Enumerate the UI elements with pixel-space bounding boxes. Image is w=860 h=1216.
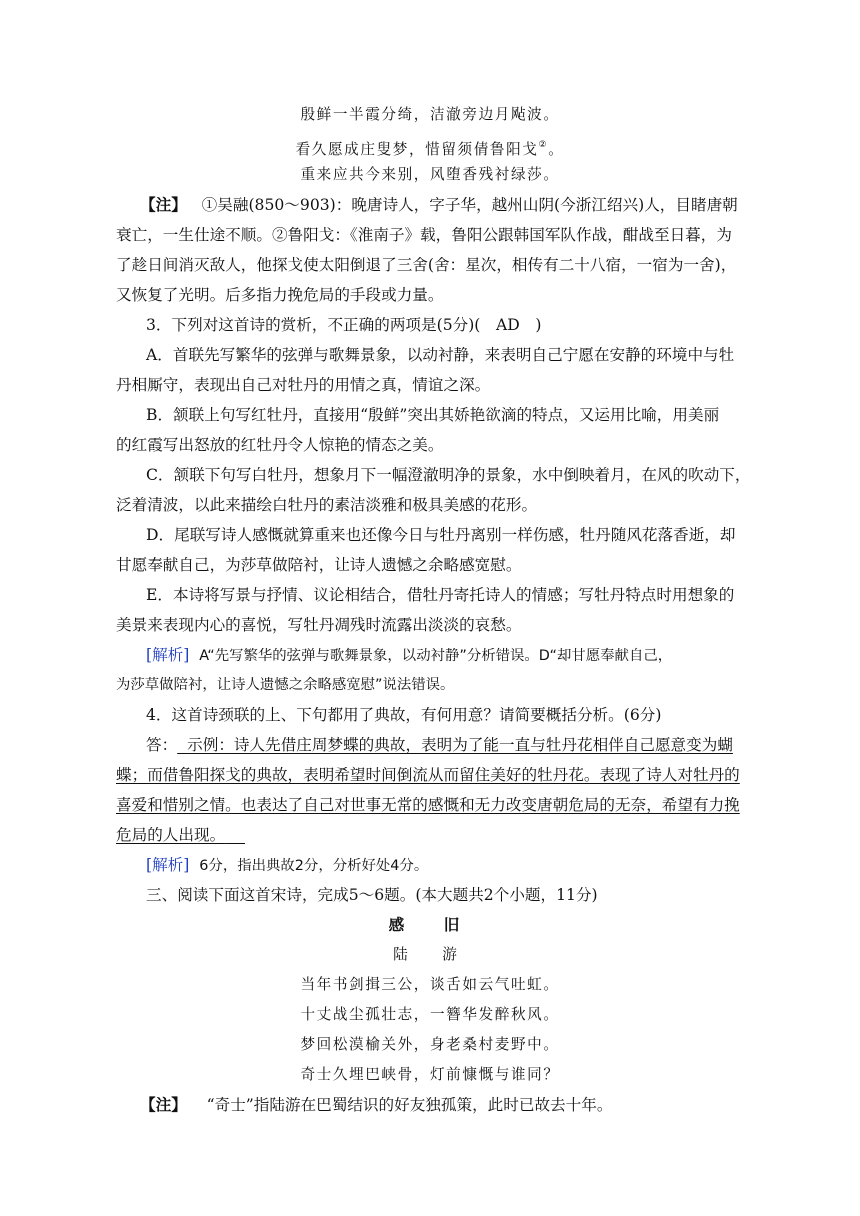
analysis-line: [解析] A“先写繁华的弦弹与歌舞景象，以动衬静”分析错误。D“却甘愿奉献自己， bbox=[146, 646, 673, 664]
answer-line: 危局的人出现。 bbox=[116, 826, 226, 844]
option-line: C．颔联下句写白牡丹，想象月下一幅澄澈明净的景象，水中倒映着月，在风的吹动下， bbox=[146, 466, 751, 484]
poem-line: 梦回松漠榆关外，身老桑村麦野中。 bbox=[300, 1036, 560, 1053]
option-line: A．首联先写繁华的弦弹与歌舞景象，以动衬静，来表明自己宁愿在安静的环境中与牡 bbox=[146, 346, 735, 364]
poem-line: 当年书剑揖三公，谈舌如云气吐虹。 bbox=[300, 976, 560, 993]
option-line: 美景来表现内心的喜悦，写牡丹凋残时流露出淡淡的哀愁。 bbox=[116, 616, 522, 634]
poem-line: 殷鲜一半霞分绮，洁澈旁边月飐波。 bbox=[300, 106, 560, 123]
question-stem: 4．这首诗颈联的上、下句都用了典故，有何用意？请简要概括分析。(6分) bbox=[146, 706, 662, 724]
option-line: B．颔联上句写红牡丹，直接用“殷鲜”突出其娇艳欲滴的特点，又运用比喻，用美丽 bbox=[146, 406, 720, 424]
poem-line: 看久愿成庄叟梦，惜留须倩鲁阳戈②。 bbox=[295, 140, 565, 158]
poem-line: 重来应共今来别，风堕香残衬绿莎。 bbox=[300, 166, 560, 183]
option-line: 甘愿奉献自己，为莎草做陪衬，让诗人遗憾之余略感宽慰。 bbox=[116, 556, 522, 574]
answer-tag: 答： bbox=[146, 736, 178, 754]
analysis-tag: [解析] bbox=[146, 856, 190, 874]
analysis-line: [解析] 6分，指出典故2分，分析好处4分。 bbox=[146, 856, 429, 874]
answer-line: 喜爱和惜别之情。也表达了自己对世事无常的感慨和无力改变唐朝危局的无奈，希望有力挽 bbox=[116, 796, 740, 814]
option-line: D．尾联写诗人感慨就算重来也还像今日与牡丹离别一样伤感，牡丹随风花落香逝，却 bbox=[146, 526, 736, 544]
option-line: 泛着清波，以此来描绘白牡丹的素洁淡雅和极具美感的花形。 bbox=[116, 496, 538, 514]
note-tag: 【注】 bbox=[140, 195, 187, 214]
poem-line: 奇士久埋巴峡骨，灯前慷慨与谁同？ bbox=[300, 1066, 560, 1083]
poem-title: 感 旧 bbox=[388, 916, 472, 934]
note-line: 又恢复了光明。后多指力挽危局的手段或力量。 bbox=[116, 286, 444, 304]
option-line: E．本诗将写景与抒情、议论相结合，借牡丹寄托诗人的情感；写牡丹特点时用想象的 bbox=[146, 586, 735, 604]
note-line: 衰亡，一生仕途不顺。②鲁阳戈：《淮南子》载，鲁阳公跟韩国军队作战，酣战至日暮，为 bbox=[116, 226, 732, 244]
analysis-tag: [解析] bbox=[146, 646, 190, 664]
note-tag: 【注】 bbox=[140, 1095, 187, 1114]
footnote-marker: ② bbox=[538, 140, 549, 150]
note-line: 【注】 ①吴融(850～903)：晚唐诗人，字子华，越州山阴(今浙江绍兴)人，目睹唐朝 bbox=[140, 195, 738, 214]
analysis-line: 为莎草做陪衬，让诗人遗憾之余略感宽慰”说法错误。 bbox=[116, 677, 455, 693]
option-line: 的红霞写出怒放的红牡丹令人惊艳的情态之美。 bbox=[116, 436, 444, 454]
option-line: 丹相厮守，表现出自己对牡丹的用情之真，情谊之深。 bbox=[116, 376, 491, 394]
section-heading: 三、阅读下面这首宋诗，完成5～6题。(本大题共2个小题，11分) bbox=[146, 886, 598, 904]
poem-author: 陆 游 bbox=[393, 946, 467, 963]
note-line: 【注】 “奇士”指陆游在巴蜀结识的好友独孤策，此时已故去十年。 bbox=[140, 1095, 613, 1114]
poem-line: 十丈战尘孤壮志，一簪华发醉秋风。 bbox=[300, 1006, 560, 1023]
answer-line: 蝶；而借鲁阳探戈的典故，表明希望时间倒流从而留住美好的牡丹花。表现了诗人对牡丹的 bbox=[116, 766, 740, 784]
question-stem: 3．下列对这首诗的赏析，不正确的两项是(5分)( AD ) bbox=[146, 316, 542, 334]
answer-line: 答： 示例：诗人先借庄周梦蝶的典故，表明为了能一直与牡丹花相伴自己愿意变为蝴 bbox=[146, 736, 733, 754]
note-line: 了趁日间消灭敌人，他探戈使太阳倒退了三舍(舍：星次，相传有二十八宿，一宿为一舍)， bbox=[116, 256, 737, 274]
